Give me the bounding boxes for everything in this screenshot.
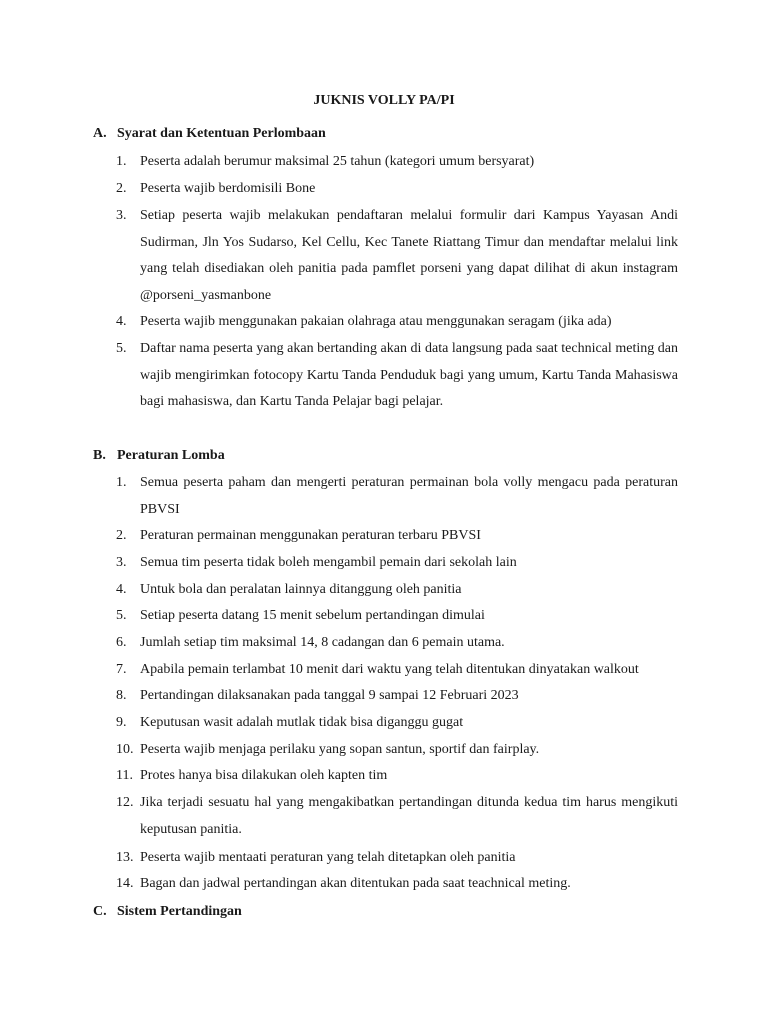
list-item	[116, 309, 678, 336]
item-number: 13.	[116, 850, 134, 865]
item-number: 2.	[116, 181, 127, 196]
list-item	[116, 871, 678, 898]
list-item	[116, 737, 678, 764]
item-number: 6.	[116, 635, 127, 650]
list-item	[116, 845, 678, 872]
list-item	[116, 630, 678, 657]
item-number: 7.	[116, 662, 127, 677]
item-number: 2.	[116, 528, 127, 543]
section-c-heading	[93, 904, 242, 920]
item-text: Peserta adalah berumur maksimal 25 tahun (kategori umum bersyarat)	[140, 154, 535, 169]
item-text: Keputusan wasit adalah mutlak tidak bisa diganggu gugat	[140, 715, 464, 730]
section-title: Peraturan Lomba	[117, 448, 225, 463]
item-text: Jika terjadi sesuatu hal yang mengakibatkan pertandingan ditunda kedua tim harus mengikuti keputusan panitia.	[140, 795, 678, 837]
section-letter: B.	[93, 448, 106, 463]
section-a-heading	[93, 126, 326, 142]
item-number: 11.	[116, 768, 133, 783]
item-text: Apabila pemain terlambat 10 menit dari waktu yang telah ditentukan dinyatakan walkout	[140, 662, 639, 677]
section-title: Sistem Pertandingan	[117, 904, 242, 919]
item-text: Setiap peserta wajib melakukan pendaftaran melalui formulir dari Kampus Yayasan Andi Sudirman, Jln Yos Sudarso, Kel Cellu, Kec Tanete Riattang Timur dan mendaftar melalui link yang telah disediakan oleh panitia pada pamflet porseni yang dapat dilihat di akun instagram @porseni_yasmanbone	[140, 208, 678, 303]
item-number: 4.	[116, 314, 127, 329]
item-number: 5.	[116, 608, 127, 623]
item-text: Untuk bola dan peralatan lainnya ditanggung oleh panitia	[140, 582, 462, 597]
list-item	[116, 683, 678, 710]
list-item	[116, 149, 678, 176]
item-number: 3.	[116, 208, 127, 223]
list-item	[116, 336, 678, 416]
section-title: Syarat dan Ketentuan Perlombaan	[117, 126, 326, 141]
list-item	[116, 203, 678, 309]
item-text: Semua peserta paham dan mengerti peraturan permainan bola volly mengacu pada peraturan PBVSI	[140, 475, 678, 517]
item-number: 4.	[116, 582, 127, 597]
item-number: 14.	[116, 876, 134, 891]
item-text: Setiap peserta datang 15 menit sebelum pertandingan dimulai	[140, 608, 485, 623]
item-number: 5.	[116, 341, 127, 356]
section-letter: A.	[93, 126, 107, 141]
list-item	[116, 577, 678, 604]
document-title: JUKNIS VOLLY PA/PI	[313, 93, 455, 108]
item-text: Peserta wajib mentaati peraturan yang telah ditetapkan oleh panitia	[140, 850, 516, 865]
item-text: Semua tim peserta tidak boleh mengambil pemain dari sekolah lain	[140, 555, 517, 570]
item-text: Pertandingan dilaksanakan pada tanggal 9 sampai 12 Februari 2023	[140, 688, 519, 703]
list-item	[116, 710, 678, 737]
item-number: 12.	[116, 795, 134, 810]
item-number: 10.	[116, 742, 134, 757]
item-number: 9.	[116, 715, 127, 730]
item-text: Bagan dan jadwal pertandingan akan ditentukan pada saat teachnical meting.	[140, 876, 571, 891]
list-item	[116, 176, 678, 203]
list-item	[116, 550, 678, 577]
item-number: 1.	[116, 154, 127, 169]
section-letter: C.	[93, 904, 107, 919]
list-item	[116, 603, 678, 630]
list-item	[116, 523, 678, 550]
item-text: Protes hanya bisa dilakukan oleh kapten tim	[140, 768, 388, 783]
item-text: Peserta wajib berdomisili Bone	[140, 181, 316, 196]
item-text: Peserta wajib menjaga perilaku yang sopan santun, sportif dan fairplay.	[140, 742, 540, 757]
item-text: Jumlah setiap tim maksimal 14, 8 cadangan dan 6 pemain utama.	[140, 635, 505, 650]
item-text: Peraturan permainan menggunakan peraturan terbaru PBVSI	[140, 528, 481, 543]
item-number: 1.	[116, 475, 127, 490]
list-item	[116, 470, 678, 523]
item-text: Peserta wajib menggunakan pakaian olahraga atau menggunakan seragam (jika ada)	[140, 314, 612, 329]
list-item	[116, 790, 678, 843]
list-item	[116, 763, 678, 790]
item-text: Daftar nama peserta yang akan bertanding akan di data langsung pada saat technical meting dan wajib mengirimkan fotocopy Kartu Tanda Penduduk bagi yang umum, Kartu Tanda Mahasiswa bagi mahasiswa, dan Kartu Tanda Pelajar bagi pelajar.	[140, 341, 678, 410]
list-item	[116, 657, 678, 684]
item-number: 8.	[116, 688, 127, 703]
section-b-heading	[93, 448, 225, 464]
item-number: 3.	[116, 555, 127, 570]
